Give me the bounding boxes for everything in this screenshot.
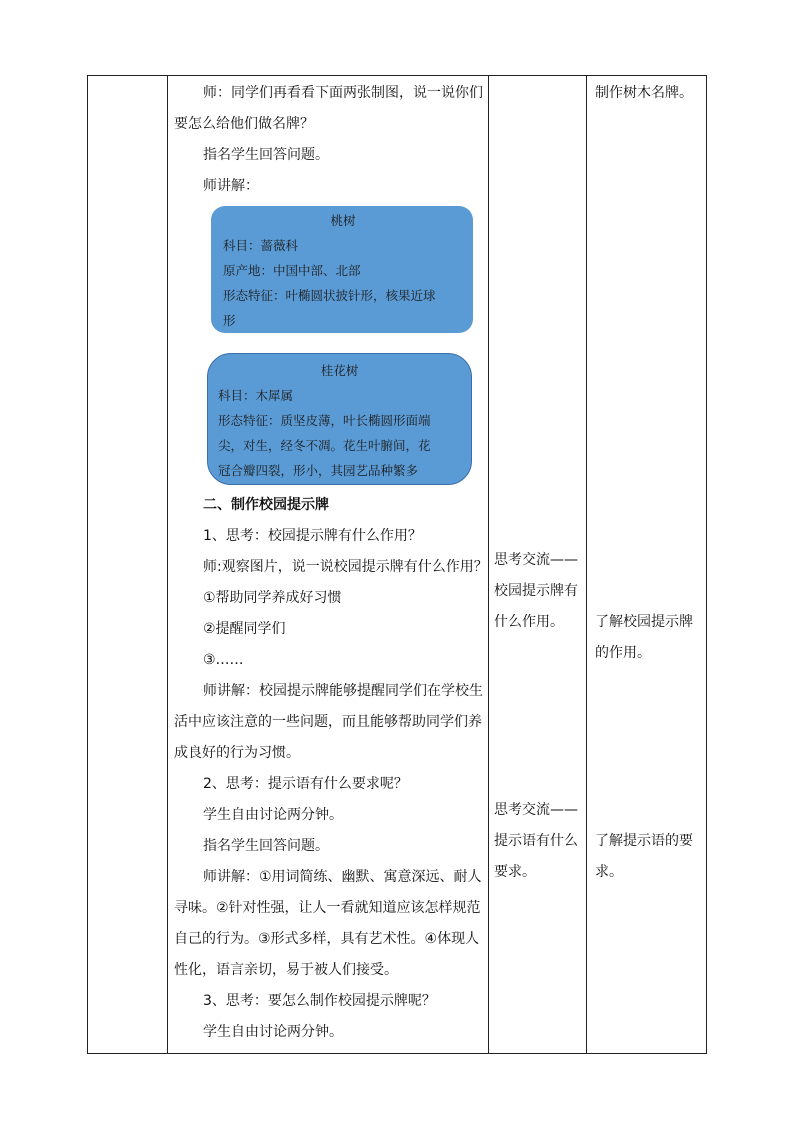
text-line: 的作用。 xyxy=(595,645,651,661)
intro-text xyxy=(168,78,489,202)
text-line: 学生自由讨论两分钟。 xyxy=(203,1024,343,1040)
card-line: 科目：蔷薇科 xyxy=(223,238,299,253)
text-line: 制作树木名牌。 xyxy=(595,85,693,101)
osmanthus-tree-card xyxy=(207,353,472,485)
column-design-intent xyxy=(587,76,707,1053)
lesson-plan-table xyxy=(87,75,707,1054)
text-line: 了解提示语的要 xyxy=(595,833,693,849)
text-line: 校园提示牌有 xyxy=(494,583,578,599)
text-line: 要怎么给他们做名牌？ xyxy=(174,116,314,132)
text-line: 思考交流—— xyxy=(494,802,578,818)
text-line: 自己的行为。③形式多样，具有艺术性。④体现人 xyxy=(174,931,480,947)
card-line: 科目：木犀属 xyxy=(218,388,294,403)
text-line: 2、思考：提示语有什么要求呢？ xyxy=(203,776,408,792)
text-line: 师讲解：①用词简练、幽默、寓意深远、耐人 xyxy=(203,869,482,885)
column-student-activity xyxy=(489,76,587,1053)
activity-block-2 xyxy=(489,795,587,888)
text-line: 活中应该注意的一些问题，而且能够帮助同学们养 xyxy=(174,714,482,730)
text-line: 指名学生回答问题。 xyxy=(203,147,329,163)
intent-block-1 xyxy=(587,607,707,669)
activity-block-1 xyxy=(489,545,587,638)
card-title: 桂花树 xyxy=(320,363,359,378)
text-line: 性化，语言亲切，易于被人们接受。 xyxy=(174,962,398,978)
text-line: 师:观察图片，说一说校园提示牌有什么作用？ xyxy=(203,559,488,575)
text-line: 学生自由讨论两分钟。 xyxy=(203,807,343,823)
text-line: 提示语有什么 xyxy=(494,833,578,849)
card-line: 形态特征：叶椭圆状披针形，核果近球 xyxy=(223,288,436,303)
card-line: 原产地：中国中部、北部 xyxy=(223,263,361,278)
text-line: ②提醒同学们 xyxy=(203,621,286,637)
text-line: 师：同学们再看看下面两张制图，说一说你们 xyxy=(203,85,483,101)
text-line: 思考交流—— xyxy=(494,552,578,568)
peach-tree-card xyxy=(211,206,473,333)
text-line: 寻味。②针对性强，让人一看就知道应该怎样规范 xyxy=(174,900,481,916)
section-2-text xyxy=(168,490,489,1048)
text-line: 求。 xyxy=(595,864,623,880)
text-line: 指名学生回答问题。 xyxy=(203,838,329,854)
text-line: 成良好的行为习惯。 xyxy=(174,745,300,761)
section-title: 二、制作校园提示牌 xyxy=(203,497,329,513)
text-line: ①帮助同学养成好习惯 xyxy=(203,590,342,606)
card-line: 形态特征：质坚皮薄，叶长椭圆形面端 xyxy=(218,413,431,428)
text-line: 1、思考：校园提示牌有什么作用？ xyxy=(203,528,422,544)
card-line: 尖，对生，经冬不凋。花生叶腑间，花 xyxy=(218,438,431,453)
intent-block-2 xyxy=(587,826,707,888)
column-teaching-process xyxy=(168,76,489,1053)
text-line: 了解校园提示牌 xyxy=(595,614,693,630)
text-line: 师讲解：校园提示牌能够提醒同学们在学校生 xyxy=(203,683,483,699)
text-line: 要求。 xyxy=(494,864,536,880)
text-line: 师讲解： xyxy=(203,178,259,194)
text-line: 什么作用。 xyxy=(494,614,564,630)
card-line: 形 xyxy=(223,313,236,328)
intent-block-0 xyxy=(587,78,707,109)
text-line: 3、思考：要怎么制作校园提示牌呢？ xyxy=(203,993,436,1009)
card-title: 桃树 xyxy=(330,213,356,228)
column-1 xyxy=(88,76,167,1053)
card-line: 冠合瓣四裂，形小，其园艺品种繁多 xyxy=(218,463,419,478)
text-line: ③…… xyxy=(203,652,244,668)
